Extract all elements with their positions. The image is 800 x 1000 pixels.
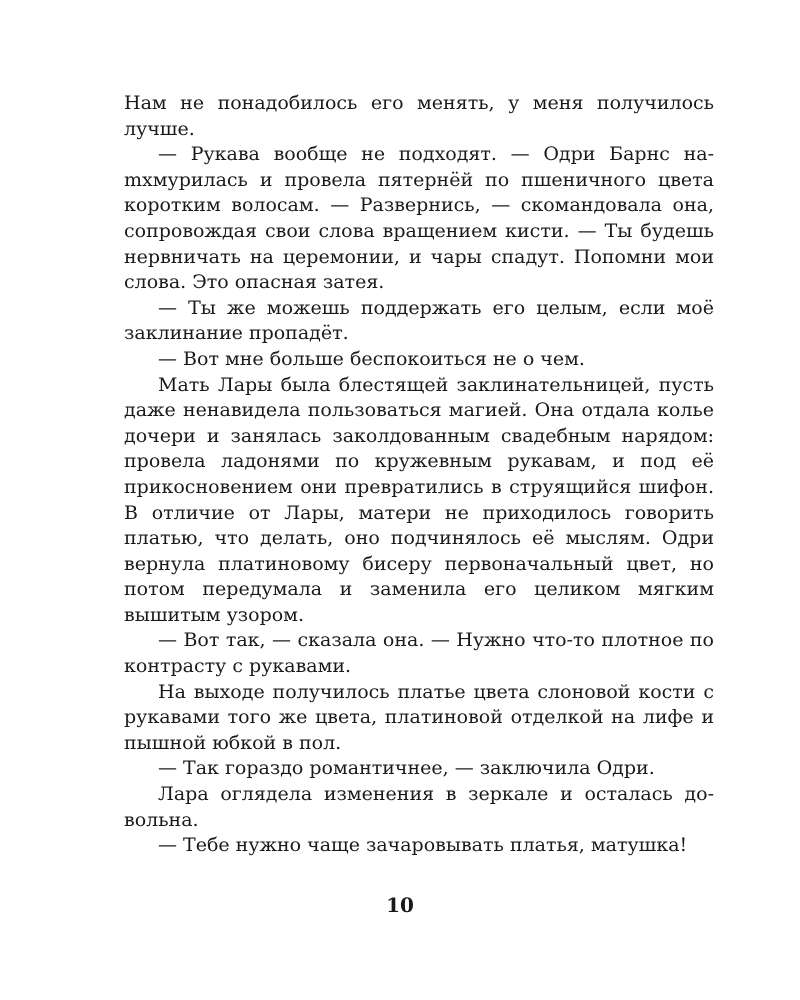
- paragraph-6: — Вот так, — сказала она. — Нужно что-то плотное по контрасту с рукавами.: [124, 629, 714, 678]
- paragraph-10: — Тебе нужно чаще зачаровывать платья, матушка!: [158, 834, 688, 857]
- paragraph-3: — Ты же можешь поддержать его целым, если моё заклинание пропадёт.: [124, 296, 714, 345]
- body-text: [124, 91, 714, 859]
- paragraph-9: Лара оглядела изменения в зеркале и осталась довольна.: [124, 783, 714, 831]
- paragraph-2: — Рукава вообще не подходят. — Одри Барнс наmхмурилась и провела пятернёй по пшеничного цвета коротким волосам. — Развернись, — скомандовала она, сопровождая свои слова вращением кисти. — Ты будешь нервничать на церемонии, и чары спадут. Попомни мои слова. Это опасная затея.: [124, 143, 714, 294]
- paragraph-7: На выходе получилось платье цвета слоновой кости с рукавами того же цвета, платиновой отделкой на лифе и пышной юбкой в пол.: [124, 680, 714, 754]
- paragraph-8: — Так гораздо романтичнее, — заключила Одри.: [158, 757, 655, 780]
- paragraph-5: Мать Лары была блестящей заклинательницей, пусть даже ненавидела пользоваться магией. Она отдала колье дочери и занялась заколдованным свадебным нарядом: провела ладонями по кружевным рукавам, и под её прикосновением они превратились в струящийся шифон. В отличие от Лары, матери не приходилось говорить платью, что делать, оно подчинялось её мыслям. Одри вернула платиновому бисеру первоначальный цвет, но потом передумала и заменила его целиком мягким вышитым узором.: [124, 373, 714, 626]
- page-number: 10: [386, 893, 414, 917]
- paragraph-4: — Вот мне больше беспокоиться не о чем.: [158, 347, 585, 370]
- paragraph-1: Нам не понадобилось его менять, у меня получилось лучше.: [124, 92, 714, 140]
